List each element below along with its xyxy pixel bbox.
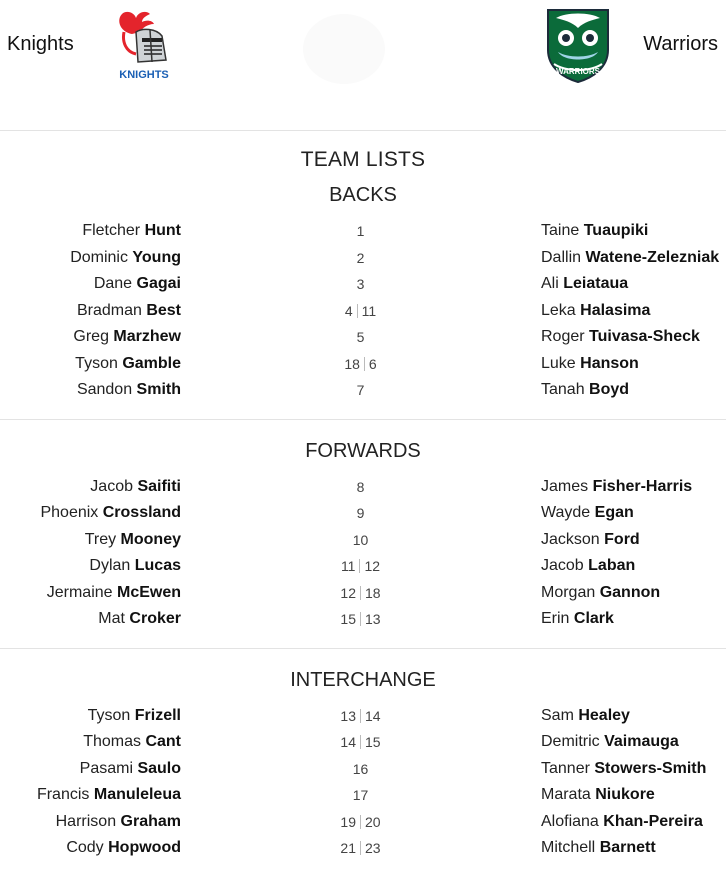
jersey-number: 6: [368, 355, 377, 372]
jersey-numbers: [300, 505, 421, 521]
home-player-name[interactable]: [40, 504, 181, 522]
jersey-number: 15: [340, 611, 356, 627]
away-player-name[interactable]: [541, 839, 656, 857]
jersey-numbers: [300, 479, 421, 495]
home-player-name[interactable]: [80, 760, 181, 778]
section-backs: [0, 172, 726, 408]
player-first-name: Jermaine: [46, 583, 117, 601]
away-player-name[interactable]: [541, 610, 614, 628]
jersey-number: 19: [340, 813, 356, 830]
jersey-number: 12: [364, 558, 381, 574]
player-first-name: Greg: [73, 328, 114, 345]
player-row: [0, 839, 726, 866]
jersey-number: 9: [356, 505, 365, 521]
player-row: [0, 707, 726, 734]
player-first-name: Mitchell: [541, 839, 600, 856]
player-first-name: Bradman: [76, 301, 147, 319]
jersey-number: 13: [365, 611, 381, 627]
home-player-name[interactable]: [77, 381, 181, 399]
home-player-name[interactable]: [77, 302, 181, 320]
player-last-name: Khan-Pereira: [603, 812, 703, 830]
jersey-number: 5: [356, 329, 365, 345]
player-row: [0, 478, 726, 505]
player-last-name: Gannon: [599, 583, 661, 601]
player-last-name: Healey: [578, 706, 630, 724]
player-last-name: Egan: [594, 504, 634, 521]
home-player-name[interactable]: [82, 222, 181, 240]
away-player-name[interactable]: [541, 328, 700, 346]
number-separator: [360, 841, 361, 855]
player-row: [0, 557, 726, 584]
player-last-name: McEwen: [116, 583, 181, 601]
player-first-name: Alofiana: [541, 812, 604, 830]
home-player-name[interactable]: [75, 355, 181, 373]
knights-logo-wordmark: KNIGHTS: [119, 69, 169, 81]
jersey-numbers: [300, 329, 421, 345]
jersey-number: 4: [344, 302, 353, 319]
warriors-logo-wordmark: WARRIORS: [556, 67, 600, 76]
home-player-name[interactable]: [56, 813, 181, 831]
away-player-name[interactable]: [541, 222, 648, 240]
player-last-name: Halasima: [580, 301, 651, 319]
player-last-name: Lucas: [134, 557, 181, 574]
jersey-number: 23: [365, 840, 381, 856]
number-separator: [360, 709, 361, 723]
home-player-name[interactable]: [83, 733, 181, 751]
player-row: [0, 249, 726, 276]
player-first-name: Tyson: [75, 354, 123, 372]
player-last-name: Smith: [136, 381, 181, 398]
jersey-numbers: [300, 585, 421, 601]
player-first-name: Tanah: [541, 381, 590, 398]
jersey-number: 17: [352, 787, 369, 803]
player-last-name: Laban: [588, 557, 636, 574]
home-player-name[interactable]: [73, 328, 181, 346]
jersey-number: 10: [352, 531, 369, 548]
player-first-name: Jacob: [541, 557, 589, 574]
player-first-name: Morgan: [541, 583, 600, 601]
player-first-name: Tyson: [87, 706, 135, 724]
player-last-name: Stowers-Smith: [594, 759, 707, 777]
jersey-number: 3: [356, 276, 365, 292]
jersey-number: 20: [365, 813, 381, 830]
jersey-number: 8: [356, 478, 365, 495]
player-first-name: Sandon: [76, 381, 137, 398]
jersey-number: 14: [365, 707, 381, 724]
jersey-numbers: [300, 303, 421, 319]
away-player-name[interactable]: [541, 786, 655, 804]
jersey-numbers: [300, 356, 421, 372]
player-row: [0, 381, 726, 408]
player-last-name: Tuaupiki: [583, 222, 649, 239]
jersey-number: 7: [356, 382, 365, 398]
player-last-name: Saulo: [137, 759, 181, 777]
player-first-name: Dane: [93, 275, 137, 292]
player-first-name: Luke: [541, 354, 581, 372]
jersey-numbers: [300, 532, 421, 548]
jersey-number: 18: [344, 355, 360, 372]
player-row: [0, 584, 726, 611]
player-row: [0, 786, 726, 813]
player-last-name: Watene-Zelezniak: [585, 248, 720, 266]
player-last-name: Manuleleua: [93, 786, 181, 803]
jersey-numbers: [300, 611, 421, 627]
player-row: [0, 504, 726, 531]
player-row: [0, 733, 726, 760]
home-player-name[interactable]: [88, 707, 181, 725]
jersey-number: 16: [352, 760, 369, 777]
player-first-name: Mat: [98, 610, 130, 627]
player-last-name: Hanson: [580, 354, 639, 372]
player-row: [0, 222, 726, 249]
player-first-name: Dylan: [89, 557, 135, 574]
player-first-name: Fletcher: [82, 222, 145, 239]
home-player-name[interactable]: [66, 839, 181, 857]
home-player-name[interactable]: [85, 531, 181, 549]
player-first-name: Jackson: [541, 530, 605, 548]
player-row: [0, 328, 726, 355]
player-first-name: Demitric: [541, 733, 605, 750]
match-centre-graphic: [303, 14, 385, 84]
number-separator: [364, 357, 365, 371]
player-last-name: Clark: [573, 610, 614, 627]
away-player-name[interactable]: [541, 584, 660, 602]
home-team-name[interactable]: Knights: [7, 33, 74, 55]
player-last-name: Gamble: [122, 354, 181, 372]
away-player-name[interactable]: [541, 355, 639, 373]
player-last-name: Graham: [120, 812, 181, 830]
player-first-name: Tanner: [541, 759, 595, 777]
player-first-name: Sam: [541, 706, 579, 724]
number-separator: [360, 612, 361, 626]
player-last-name: Croker: [129, 610, 181, 627]
away-player-name[interactable]: [541, 733, 679, 751]
jersey-number: 11: [361, 302, 377, 319]
jersey-number: 12: [340, 584, 356, 601]
player-last-name: Boyd: [589, 381, 630, 398]
match-header: [0, 0, 726, 131]
away-player-name[interactable]: [541, 302, 650, 320]
jersey-number: 18: [365, 584, 381, 601]
player-row: [0, 355, 726, 382]
player-last-name: Best: [146, 301, 181, 319]
away-player-name[interactable]: [541, 478, 692, 496]
section-heading: INTERCHANGE: [290, 668, 436, 691]
section-heading: BACKS: [329, 184, 397, 206]
player-first-name: Erin: [541, 610, 574, 627]
jersey-numbers: [300, 558, 421, 574]
player-row: [0, 760, 726, 787]
player-first-name: Jacob: [90, 477, 138, 495]
player-first-name: Dominic: [70, 248, 133, 266]
player-first-name: Marata: [541, 786, 596, 803]
jersey-number: 11: [340, 558, 356, 574]
player-row: [0, 302, 726, 329]
home-player-name[interactable]: [37, 786, 181, 804]
player-last-name: Cant: [145, 733, 181, 750]
player-first-name: Pasami: [79, 759, 138, 777]
jersey-number: 1: [356, 223, 365, 239]
player-last-name: Gagai: [136, 275, 181, 292]
jersey-numbers: [300, 787, 421, 803]
player-first-name: Taine: [541, 222, 584, 239]
player-last-name: Leiataua: [563, 275, 629, 292]
player-last-name: Fisher-Harris: [592, 477, 693, 495]
player-first-name: Trey: [84, 530, 121, 548]
away-player-name[interactable]: [541, 760, 706, 778]
player-first-name: Harrison: [55, 812, 121, 830]
player-last-name: Tuivasa-Sheck: [589, 328, 700, 345]
player-last-name: Marzhew: [113, 328, 181, 345]
player-last-name: Ford: [604, 530, 640, 548]
player-row: [0, 275, 726, 302]
number-separator: [360, 815, 361, 829]
player-last-name: Niukore: [595, 786, 655, 803]
jersey-number: 21: [340, 840, 356, 856]
player-row: [0, 813, 726, 840]
away-player-name[interactable]: [541, 381, 629, 399]
player-first-name: Cody: [66, 839, 109, 856]
player-last-name: Frizell: [134, 706, 181, 724]
warriors-logo-icon[interactable]: [542, 6, 614, 84]
away-player-name[interactable]: [541, 275, 628, 293]
jersey-numbers: [300, 250, 421, 266]
player-last-name: Hopwood: [108, 839, 181, 856]
number-separator: [360, 586, 361, 600]
player-first-name: Dallin: [541, 248, 586, 266]
team-lists-title: TEAM LISTS: [300, 148, 426, 171]
away-player-name[interactable]: [541, 249, 719, 267]
player-row: [0, 531, 726, 558]
jersey-numbers: [300, 223, 421, 239]
away-team-name[interactable]: Warriors: [643, 33, 718, 55]
player-first-name: James: [541, 477, 593, 495]
jersey-numbers: [300, 840, 421, 856]
home-player-name[interactable]: [90, 478, 181, 496]
player-first-name: Thomas: [83, 733, 146, 750]
home-player-name[interactable]: [94, 275, 181, 293]
away-player-name[interactable]: [541, 531, 640, 549]
away-player-name[interactable]: [541, 707, 630, 725]
player-first-name: Ali: [541, 275, 564, 292]
player-row: [0, 610, 726, 637]
jersey-number: 13: [340, 707, 356, 724]
number-separator: [359, 559, 360, 573]
knights-logo-icon[interactable]: [112, 8, 176, 82]
home-player-name[interactable]: [89, 557, 181, 575]
jersey-number: 2: [356, 249, 365, 266]
player-last-name: Young: [132, 248, 181, 266]
jersey-numbers: [300, 814, 421, 830]
away-player-name[interactable]: [541, 557, 635, 575]
jersey-numbers: [300, 382, 421, 398]
player-last-name: Hunt: [144, 222, 181, 239]
home-player-name[interactable]: [47, 584, 181, 602]
player-first-name: Phoenix: [40, 504, 103, 521]
jersey-numbers: [300, 276, 421, 292]
number-separator: [360, 735, 361, 749]
player-last-name: Saifiti: [137, 477, 181, 495]
home-player-name[interactable]: [98, 610, 181, 628]
home-player-name[interactable]: [70, 249, 181, 267]
section-heading: FORWARDS: [305, 439, 421, 462]
jersey-numbers: [300, 734, 421, 750]
jersey-number: 15: [365, 734, 381, 750]
player-first-name: Leka: [541, 301, 581, 319]
team-lists: [0, 172, 726, 866]
player-last-name: Mooney: [120, 530, 181, 548]
player-last-name: Crossland: [102, 504, 181, 521]
away-player-name[interactable]: [541, 813, 703, 831]
jersey-number: 14: [340, 734, 356, 750]
number-separator: [357, 304, 358, 318]
player-first-name: Roger: [541, 328, 590, 345]
jersey-numbers: [300, 761, 421, 777]
player-first-name: Wayde: [541, 504, 595, 521]
jersey-numbers: [300, 708, 421, 724]
player-last-name: Barnett: [599, 839, 656, 856]
away-player-name[interactable]: [541, 504, 634, 522]
section-interchange: [0, 649, 726, 866]
player-first-name: Francis: [36, 786, 94, 803]
section-forwards: [0, 420, 726, 637]
player-last-name: Vaimauga: [604, 733, 679, 750]
